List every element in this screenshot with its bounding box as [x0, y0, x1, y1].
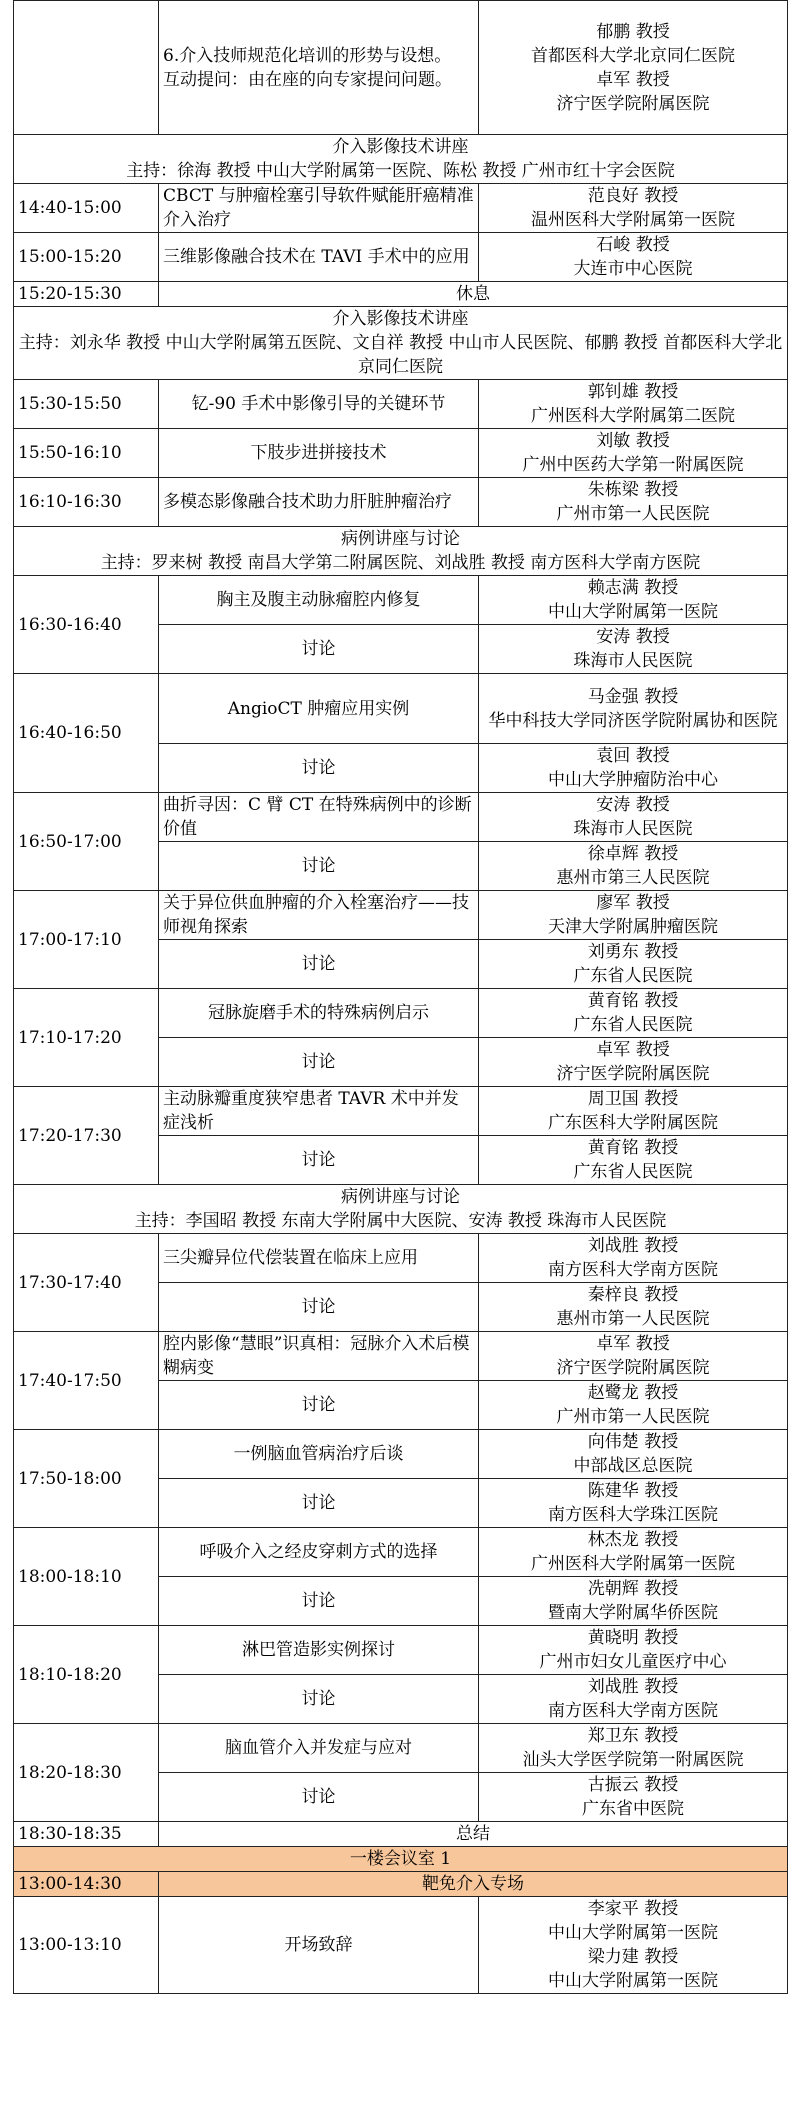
speaker-line: 济宁医学院附属医院 — [556, 93, 710, 114]
speaker-line: 黄育铭 教授 — [587, 1138, 679, 1158]
talk-row — [14, 478, 788, 527]
speaker-cell — [479, 478, 788, 527]
talk-row — [14, 674, 788, 744]
speaker-line: 向伟楚 教授 — [587, 1432, 679, 1452]
speaker-line: 大连市中心医院 — [573, 259, 693, 279]
speaker-cell — [479, 842, 788, 891]
speaker-line: 刘敏 教授 — [596, 431, 670, 451]
break-row — [14, 282, 788, 307]
speaker-line: 中山大学肿瘤防治中心 — [548, 770, 718, 790]
speaker-line: 郁鹏 教授 — [596, 21, 670, 42]
speaker-line: 华中科技大学同济医学院附属协和医院 — [488, 710, 778, 731]
discussion-label: 讨论 — [159, 1283, 479, 1332]
speaker-line: 刘战胜 教授 — [587, 1677, 679, 1697]
speaker-line: 中部战区总医院 — [573, 1456, 693, 1476]
speaker-cell — [479, 674, 788, 744]
speaker-line: 南方医科大学南方医院 — [548, 1260, 718, 1280]
topic-line: 6.介入技师规范化培训的形势与设想。 — [163, 45, 452, 66]
talk-row — [14, 576, 788, 625]
speaker-line: 安涛 教授 — [596, 795, 670, 815]
speaker-line: 马金强 教授 — [587, 686, 679, 707]
speaker-line: 黄晓明 教授 — [587, 1628, 679, 1648]
topic-line: 冠脉旋磨手术的特殊病例启示 — [208, 1003, 429, 1023]
discussion-label: 讨论 — [159, 1381, 479, 1430]
time-cell: 18:00-18:10 — [14, 1528, 159, 1626]
discussion-label: 讨论 — [159, 940, 479, 989]
talk-row — [14, 1528, 788, 1577]
speaker-line: 暨南大学附属华侨医院 — [548, 1603, 718, 1623]
topic-cell — [159, 1, 479, 135]
speaker-line: 首都医科大学北京同仁医院 — [531, 45, 735, 66]
talk-row — [14, 1897, 788, 1994]
speaker-cell — [479, 429, 788, 478]
speaker-line: 卓军 教授 — [596, 1040, 670, 1060]
session-row — [14, 1872, 788, 1897]
talk-row — [14, 1430, 788, 1479]
speaker-cell — [479, 1675, 788, 1724]
speaker-cell — [479, 1528, 788, 1577]
topic-cell — [159, 1528, 479, 1577]
talk-row — [14, 989, 788, 1038]
topic-cell — [159, 1724, 479, 1773]
speaker-line: 珠海市人民医院 — [573, 651, 693, 671]
talk-row — [14, 891, 788, 940]
speaker-cell — [479, 184, 788, 233]
topic-cell — [159, 576, 479, 625]
topic-line: 脑血管介入并发症与应对 — [225, 1738, 412, 1758]
speaker-cell — [479, 1332, 788, 1381]
topic-line: 互动提问：由在座的向专家提问问题。 — [163, 69, 452, 90]
session-label: 靶免介入专场 — [159, 1872, 788, 1897]
speaker-line: 广东省人民医院 — [573, 966, 693, 986]
section-line: 介入影像技术讲座 — [332, 309, 469, 329]
time-cell: 18:30-18:35 — [14, 1822, 159, 1847]
time-cell: 18:10-18:20 — [14, 1626, 159, 1724]
time-cell: 13:00-13:10 — [14, 1897, 159, 1994]
time-cell: 17:30-17:40 — [14, 1234, 159, 1332]
talk-row — [14, 429, 788, 478]
speaker-line: 南方医科大学南方医院 — [548, 1701, 718, 1721]
speaker-line: 朱栋梁 教授 — [587, 480, 679, 500]
speaker-line: 郭钊雄 教授 — [587, 382, 679, 402]
talk-row — [14, 1234, 788, 1283]
time-cell: 16:40-16:50 — [14, 674, 159, 793]
speaker-line: 黄育铭 教授 — [587, 991, 679, 1011]
time-cell: 17:50-18:00 — [14, 1430, 159, 1528]
topic-cell — [159, 1430, 479, 1479]
topic-line: 开场致辞 — [284, 1935, 353, 1955]
speaker-cell — [479, 1577, 788, 1626]
speaker-line: 济宁医学院附属医院 — [556, 1064, 710, 1084]
section-line: 主持：徐海 教授 中山大学附属第一医院、陈松 教授 广州市红十字会医院 — [126, 161, 675, 181]
topic-line: 主动脉瓣重度狭窄患者 TAVR 术中并发症浅析 — [163, 1089, 459, 1133]
time-cell: 13:00-14:30 — [14, 1872, 159, 1897]
section-line: 主持：李国昭 教授 东南大学附属中大医院、安涛 教授 珠海市人民医院 — [134, 1211, 667, 1231]
time-cell: 17:20-17:30 — [14, 1087, 159, 1185]
speaker-cell — [479, 1136, 788, 1185]
talk-row — [14, 1332, 788, 1381]
speaker-line: 陈建华 教授 — [587, 1481, 679, 1501]
section-line: 病例讲座与讨论 — [341, 529, 460, 549]
speaker-cell — [479, 1430, 788, 1479]
topic-cell — [159, 380, 479, 429]
topic-line: AngioCT 肿瘤应用实例 — [227, 698, 410, 719]
topic-line: 多模态影像融合技术助力肝脏肿瘤治疗 — [163, 492, 452, 512]
talk-row — [14, 1626, 788, 1675]
speaker-line: 珠海市人民医院 — [573, 819, 693, 839]
discussion-label: 讨论 — [159, 1038, 479, 1087]
speaker-line: 济宁医学院附属医院 — [556, 1358, 710, 1378]
room-row — [14, 1847, 788, 1872]
time-cell: 16:10-16:30 — [14, 478, 159, 527]
discussion-label: 讨论 — [159, 1577, 479, 1626]
section-header — [14, 527, 788, 576]
speaker-cell — [479, 1283, 788, 1332]
talk-row — [14, 233, 788, 282]
section-line: 病例讲座与讨论 — [341, 1187, 460, 1207]
section-header-row — [14, 1185, 788, 1234]
speaker-line: 李家平 教授 — [587, 1899, 679, 1919]
speaker-line: 冼朝辉 教授 — [587, 1579, 679, 1599]
speaker-line: 石峻 教授 — [596, 235, 670, 255]
speaker-line: 袁回 教授 — [596, 746, 670, 766]
speaker-line: 广东医科大学附属医院 — [548, 1113, 718, 1133]
speaker-line: 梁力建 教授 — [587, 1947, 679, 1967]
speaker-line: 古振云 教授 — [587, 1775, 679, 1795]
talk-row — [14, 1724, 788, 1773]
section-header-row — [14, 527, 788, 576]
speaker-line: 廖军 教授 — [596, 893, 670, 913]
topic-line: 淋巴管造影实例探讨 — [242, 1640, 395, 1660]
topic-cell — [159, 1897, 479, 1994]
speaker-line: 广东省中医院 — [582, 1799, 684, 1819]
time-cell — [14, 1, 159, 135]
speaker-cell — [479, 793, 788, 842]
break-row — [14, 1822, 788, 1847]
speaker-cell — [479, 576, 788, 625]
speaker-cell — [479, 1897, 788, 1994]
time-cell: 15:00-15:20 — [14, 233, 159, 282]
speaker-cell — [479, 1234, 788, 1283]
discussion-label: 讨论 — [159, 744, 479, 793]
speaker-line: 赵鹭龙 教授 — [587, 1383, 679, 1403]
topic-line: 曲折寻因：C 臂 CT 在特殊病例中的诊断价值 — [163, 795, 472, 839]
topic-cell — [159, 989, 479, 1038]
topic-cell — [159, 793, 479, 842]
speaker-line: 广州中医药大学第一附属医院 — [522, 455, 744, 475]
topic-cell — [159, 1332, 479, 1381]
speaker-line: 赖志满 教授 — [587, 578, 679, 598]
speaker-cell — [479, 1773, 788, 1822]
schedule-body — [14, 1, 788, 1994]
speaker-cell — [479, 1087, 788, 1136]
speaker-cell — [479, 380, 788, 429]
speaker-line: 徐卓辉 教授 — [587, 844, 679, 864]
speaker-line: 广州医科大学附属第二医院 — [531, 406, 735, 426]
speaker-cell — [479, 744, 788, 793]
room-label: 一楼会议室 1 — [14, 1847, 788, 1872]
topic-line: 三维影像融合技术在 TAVI 手术中的应用 — [163, 247, 470, 267]
section-header — [14, 135, 788, 184]
speaker-line: 中山大学附属第一医院 — [548, 602, 718, 622]
time-cell: 17:00-17:10 — [14, 891, 159, 989]
topic-line: 三尖瓣异位代偿装置在临床上应用 — [163, 1248, 418, 1268]
break-label: 总结 — [159, 1822, 788, 1847]
topic-cell — [159, 478, 479, 527]
time-cell: 14:40-15:00 — [14, 184, 159, 233]
speaker-line: 安涛 教授 — [596, 627, 670, 647]
topic-cell — [159, 429, 479, 478]
speaker-line: 郑卫东 教授 — [587, 1726, 679, 1746]
topic-cell — [159, 1087, 479, 1136]
section-line: 介入影像技术讲座 — [332, 137, 469, 157]
speaker-line: 秦梓良 教授 — [587, 1285, 679, 1305]
speaker-cell — [479, 1724, 788, 1773]
break-label: 休息 — [159, 282, 788, 307]
speaker-line: 中山大学附属第一医院 — [548, 1971, 718, 1991]
topic-line: 下肢步进拼接技术 — [250, 443, 387, 463]
speaker-cell — [479, 1038, 788, 1087]
speaker-line: 中山大学附属第一医院 — [548, 1923, 718, 1943]
topic-line: 呼吸介入之经皮穿刺方式的选择 — [199, 1542, 438, 1562]
topic-line: 腔内影像“慧眼”识真相：冠脉介入术后模糊病变 — [163, 1334, 470, 1378]
speaker-cell — [479, 1479, 788, 1528]
discussion-label: 讨论 — [159, 1136, 479, 1185]
discussion-label: 讨论 — [159, 1479, 479, 1528]
topic-cell — [159, 674, 479, 744]
speaker-cell — [479, 1381, 788, 1430]
topic-line: 胸主及腹主动脉瘤腔内修复 — [216, 590, 421, 610]
speaker-line: 周卫国 教授 — [587, 1089, 679, 1109]
topic-line: 一例脑血管病治疗后谈 — [233, 1444, 404, 1464]
speaker-line: 温州医科大学附属第一医院 — [531, 210, 735, 230]
time-cell: 16:50-17:00 — [14, 793, 159, 891]
speaker-line: 惠州市第一人民医院 — [556, 1309, 710, 1329]
speaker-line: 天津大学附属肿瘤医院 — [548, 917, 718, 937]
time-cell: 17:40-17:50 — [14, 1332, 159, 1430]
speaker-line: 卓军 教授 — [596, 1334, 670, 1354]
topic-cell — [159, 1234, 479, 1283]
time-cell: 15:30-15:50 — [14, 380, 159, 429]
topic-line: 关于异位供血肿瘤的介入栓塞治疗——技师视角探索 — [163, 893, 469, 937]
topic-line: CBCT 与肿瘤栓塞引导软件赋能肝癌精准介入治疗 — [163, 186, 474, 230]
speaker-line: 卓军 教授 — [596, 69, 670, 90]
discussion-label: 讨论 — [159, 625, 479, 674]
speaker-cell — [479, 1626, 788, 1675]
topic-line: 钇-90 手术中影像引导的关键环节 — [191, 394, 446, 414]
speaker-line: 林杰龙 教授 — [587, 1530, 679, 1550]
talk-row — [14, 1, 788, 135]
topic-cell — [159, 184, 479, 233]
speaker-line: 南方医科大学珠江医院 — [548, 1505, 718, 1525]
speaker-line: 惠州市第三人民医院 — [556, 868, 710, 888]
speaker-line: 广东省人民医院 — [573, 1162, 693, 1182]
speaker-line: 范良好 教授 — [587, 186, 679, 206]
time-cell: 15:50-16:10 — [14, 429, 159, 478]
speaker-line: 广东省人民医院 — [573, 1015, 693, 1035]
section-header — [14, 307, 788, 380]
talk-row — [14, 184, 788, 233]
topic-cell — [159, 891, 479, 940]
section-header-row — [14, 307, 788, 380]
talk-row — [14, 793, 788, 842]
speaker-line: 广州市第一人民医院 — [556, 504, 710, 524]
speaker-line: 广州市第一人民医院 — [556, 1407, 710, 1427]
speaker-line: 刘勇东 教授 — [587, 942, 679, 962]
speaker-cell — [479, 233, 788, 282]
discussion-label: 讨论 — [159, 1675, 479, 1724]
speaker-line: 广州医科大学附属第一医院 — [531, 1554, 735, 1574]
speaker-cell — [479, 1, 788, 135]
discussion-label: 讨论 — [159, 842, 479, 891]
section-line: 主持：罗来树 教授 南昌大学第二附属医院、刘战胜 教授 南方医科大学南方医院 — [100, 553, 701, 573]
section-header — [14, 1185, 788, 1234]
section-header-row — [14, 135, 788, 184]
speaker-line: 汕头大学医学院第一附属医院 — [522, 1750, 744, 1770]
talk-row — [14, 380, 788, 429]
speaker-cell — [479, 891, 788, 940]
schedule-table — [13, 0, 788, 1994]
topic-cell — [159, 233, 479, 282]
talk-row — [14, 1087, 788, 1136]
time-cell: 15:20-15:30 — [14, 282, 159, 307]
time-cell: 18:20-18:30 — [14, 1724, 159, 1822]
speaker-cell — [479, 940, 788, 989]
time-cell: 16:30-16:40 — [14, 576, 159, 674]
speaker-cell — [479, 625, 788, 674]
speaker-cell — [479, 989, 788, 1038]
speaker-line: 广州市妇女儿童医疗中心 — [539, 1652, 727, 1672]
speaker-line: 刘战胜 教授 — [587, 1236, 679, 1256]
topic-cell — [159, 1626, 479, 1675]
discussion-label: 讨论 — [159, 1773, 479, 1822]
time-cell: 17:10-17:20 — [14, 989, 159, 1087]
section-line: 主持：刘永华 教授 中山大学附属第五医院、文自祥 教授 中山市人民医院、郁鹏 教授 首都医科大学北京同仁医院 — [18, 333, 783, 377]
